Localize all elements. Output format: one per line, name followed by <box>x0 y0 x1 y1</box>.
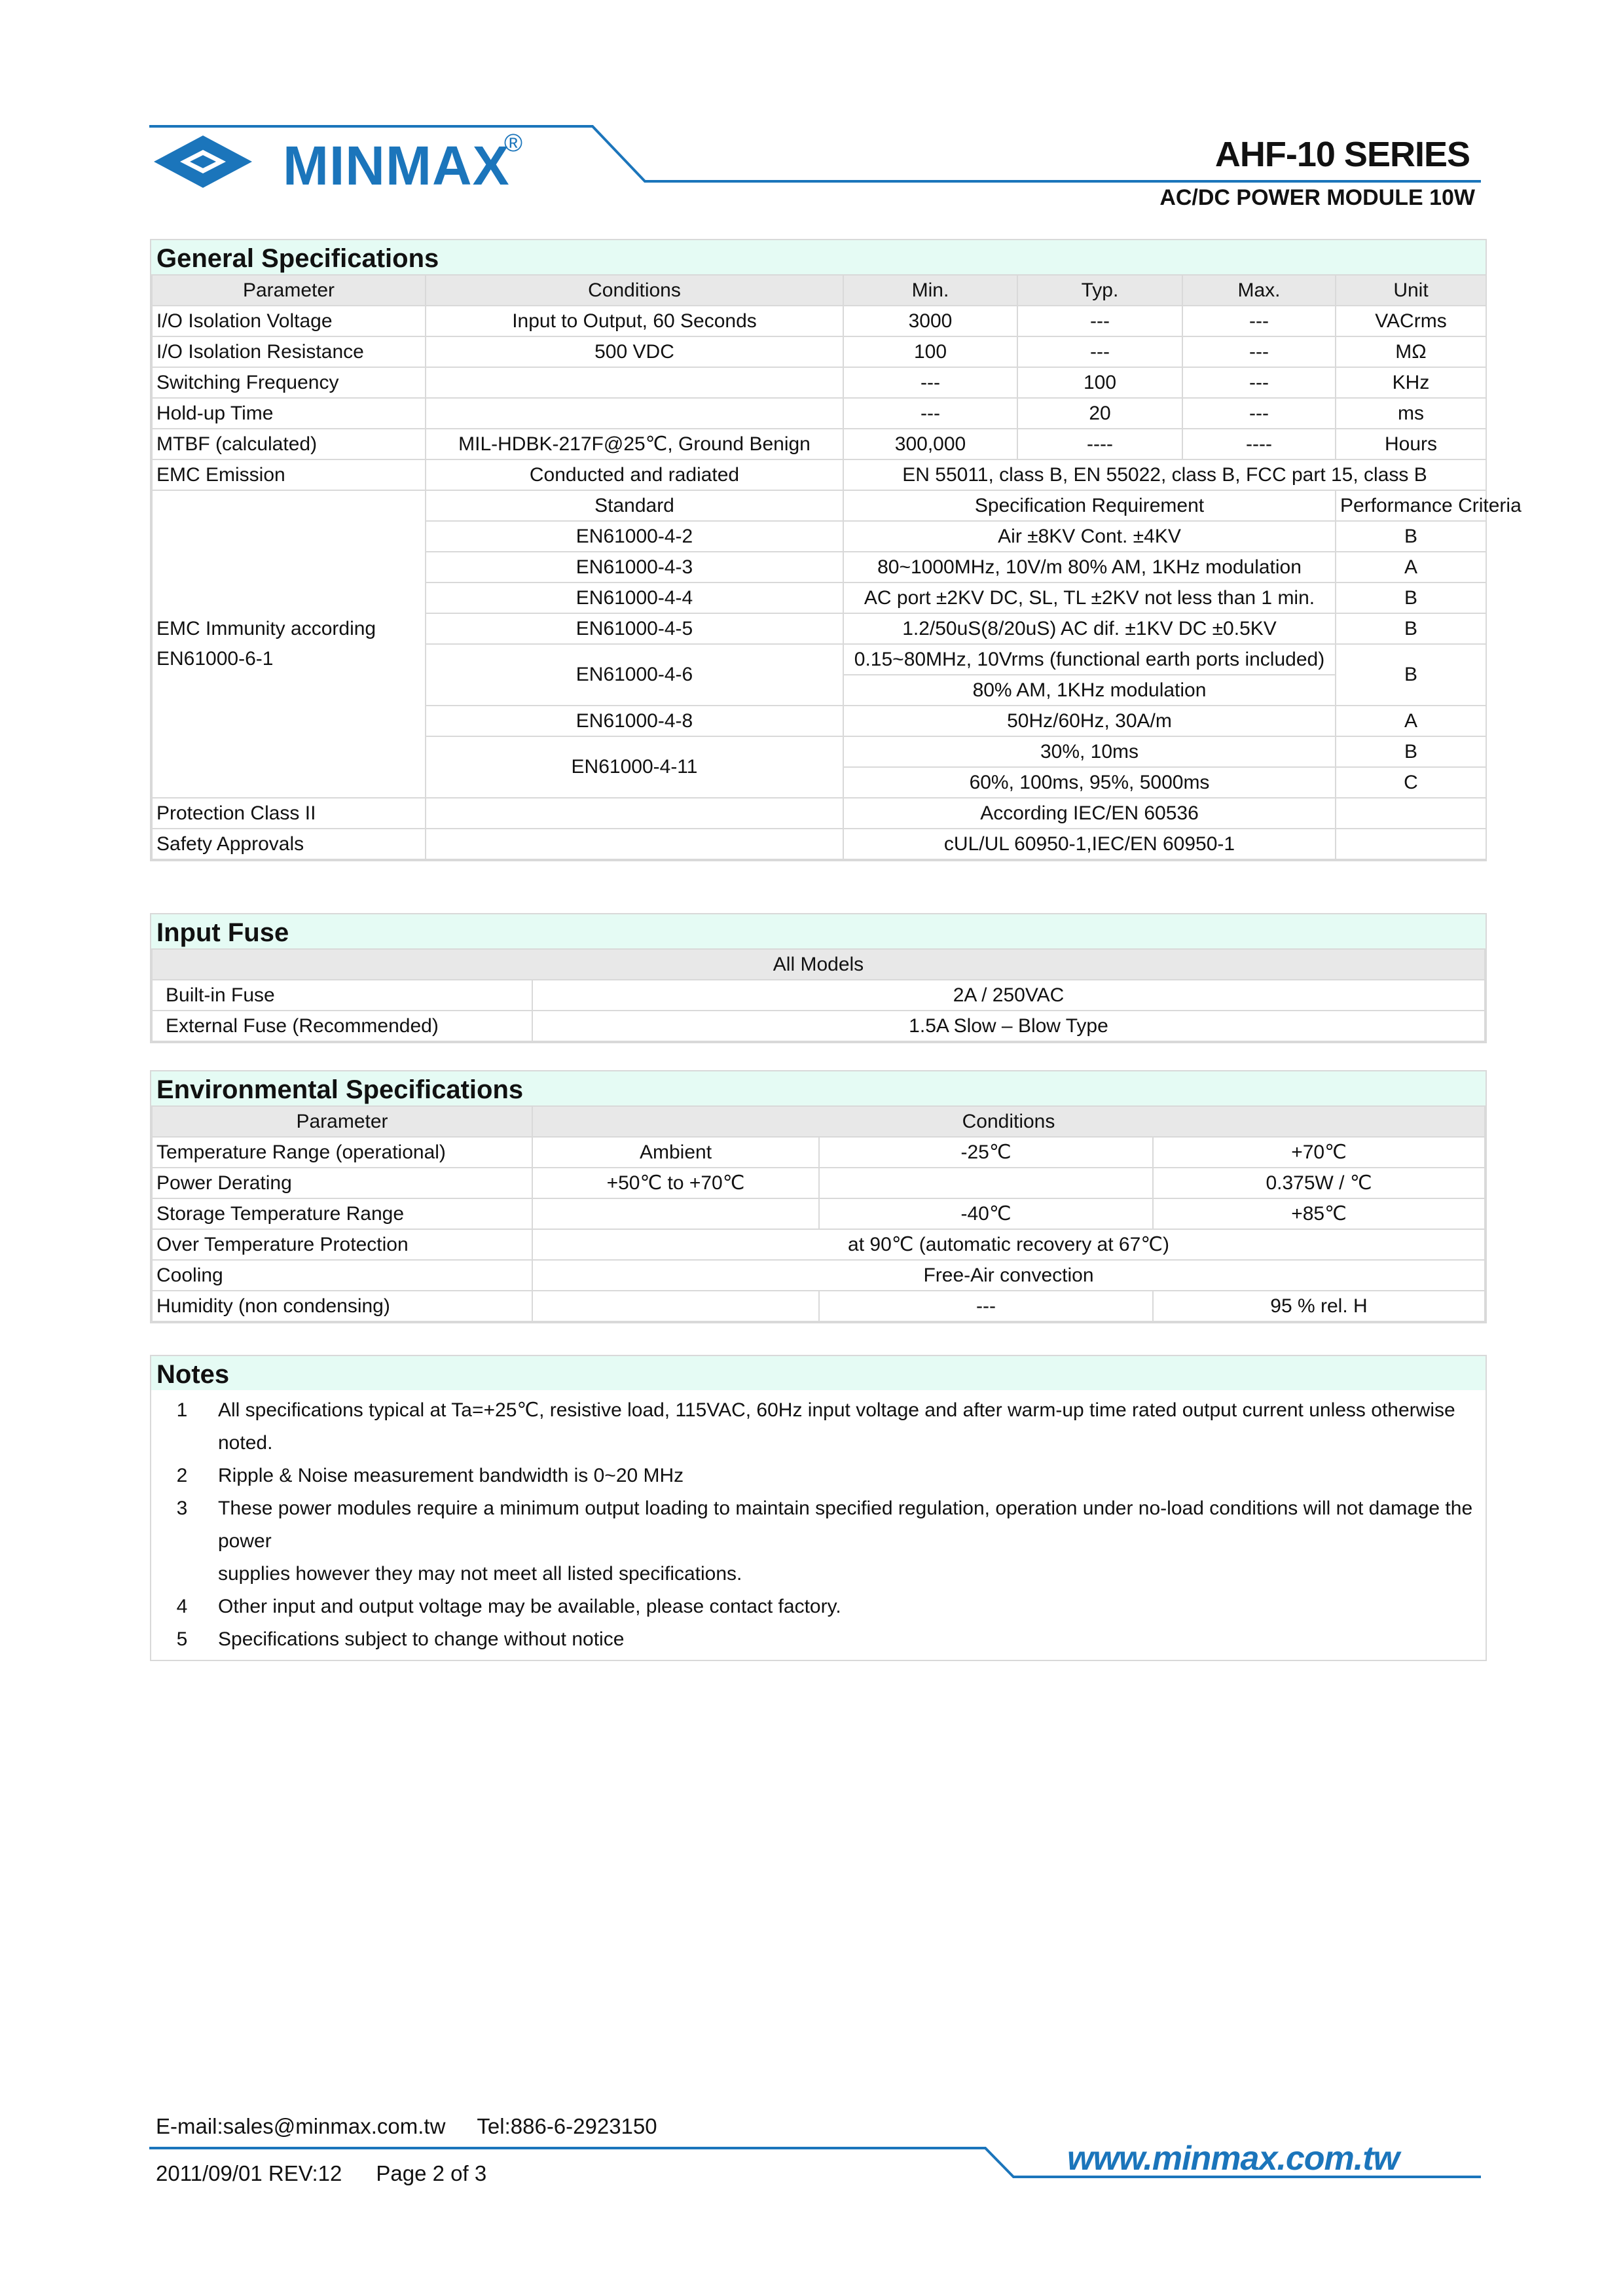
requirement-header: Specification Requirement <box>843 490 1336 521</box>
standard-cell: EN61000-4-4 <box>426 583 843 613</box>
environmental-specifications <box>150 1070 1487 1323</box>
max-cell: 0.375W / ℃ <box>1153 1168 1485 1198</box>
requirement-cell: Air ±8KV Cont. ±4KV <box>843 521 1336 552</box>
max-cell: +85℃ <box>1153 1198 1485 1229</box>
note-number: 3 <box>176 1498 188 1519</box>
note-item <box>151 1492 1486 1558</box>
table-row <box>152 336 1486 367</box>
criteria-cell: C <box>1336 767 1486 798</box>
section-title: Input Fuse <box>151 914 1486 948</box>
note-item <box>151 1394 1486 1460</box>
requirement-cell: 1.2/50uS(8/20uS) AC dif. ±1KV DC ±0.5KV <box>843 613 1336 644</box>
criteria-header: Performance Criteria <box>1336 490 1486 521</box>
param-cell: Cooling <box>152 1260 532 1291</box>
table-row <box>152 306 1486 336</box>
criteria-cell: B <box>1336 644 1486 706</box>
section-title: Notes <box>151 1356 1486 1390</box>
header-cell: Typ. <box>1017 275 1182 306</box>
criteria-cell <box>1336 829 1486 859</box>
condition-cell <box>532 1291 819 1321</box>
note-text: supplies however they may not meet all listed specifications. <box>218 1563 742 1585</box>
max-cell: --- <box>1182 306 1336 336</box>
condition-cell: +50℃ to +70℃ <box>532 1168 819 1198</box>
minmax-logo-icon <box>144 121 275 193</box>
emc-immunity-line1: EMC Immunity according <box>156 618 376 639</box>
note-number: 2 <box>176 1465 188 1486</box>
criteria-cell: B <box>1336 583 1486 613</box>
environmental-table <box>151 1105 1486 1322</box>
table-header-row <box>152 275 1486 306</box>
param-cell: Over Temperature Protection <box>152 1229 532 1260</box>
general-spec-table <box>151 274 1522 860</box>
typ-cell: 20 <box>1017 398 1182 429</box>
note-number: 4 <box>176 1596 188 1617</box>
max-cell: --- <box>1182 398 1336 429</box>
input-fuse <box>150 913 1487 1043</box>
standard-header: Standard <box>426 490 843 521</box>
footer-website-link[interactable]: www.minmax.com.tw <box>1067 2140 1399 2178</box>
footer-contact <box>156 2114 689 2139</box>
min-cell: --- <box>843 367 1017 398</box>
registered-mark: ® <box>504 130 522 157</box>
footer-tel: Tel:886-6-2923150 <box>477 2114 657 2138</box>
param-cell: Switching Frequency <box>152 367 426 398</box>
table-row <box>152 398 1486 429</box>
conditions-cell <box>426 798 843 829</box>
header-cell: Conditions <box>426 275 843 306</box>
conditions-cell: Conducted and radiated <box>426 459 843 490</box>
requirement-cell: AC port ±2KV DC, SL, TL ±2KV not less than 1 min. <box>843 583 1336 613</box>
header-cell: Min. <box>843 275 1017 306</box>
param-cell: Hold-up Time <box>152 398 426 429</box>
typ-cell: 100 <box>1017 367 1182 398</box>
standard-cell: EN61000-4-3 <box>426 552 843 583</box>
max-cell: ---- <box>1182 429 1336 459</box>
standard-cell: EN61000-4-11 <box>426 736 843 798</box>
min-cell <box>819 1168 1153 1198</box>
criteria-cell: B <box>1336 613 1486 644</box>
section-title: Environmental Specifications <box>151 1071 1486 1105</box>
min-cell: 100 <box>843 336 1017 367</box>
max-cell: +70℃ <box>1153 1137 1485 1168</box>
conditions-cell: Input to Output, 60 Seconds <box>426 306 843 336</box>
condition-cell <box>532 1198 819 1229</box>
value-cell: EN 55011, class B, EN 55022, class B, FCC part 15, class B <box>843 459 1486 490</box>
requirement-cell: 80% AM, 1KHz modulation <box>843 675 1336 706</box>
note-text: Specifications subject to change without notice <box>218 1628 625 1650</box>
standard-cell: EN61000-4-5 <box>426 613 843 644</box>
unit-cell: KHz <box>1336 367 1486 398</box>
brand-name: MINMAX <box>283 135 510 196</box>
param-cell: MTBF (calculated) <box>152 429 426 459</box>
footer-revision <box>156 2161 520 2186</box>
requirement-cell: 0.15~80MHz, 10Vrms (functional earth ports included) <box>843 644 1336 675</box>
note-item <box>151 1590 1486 1623</box>
header-cell: All Models <box>152 949 1485 980</box>
conditions-cell <box>426 367 843 398</box>
table-header-row <box>152 1106 1485 1137</box>
param-cell: Temperature Range (operational) <box>152 1137 532 1168</box>
criteria-cell: B <box>1336 736 1486 767</box>
param-cell: Power Derating <box>152 1168 532 1198</box>
note-item <box>151 1460 1486 1492</box>
criteria-cell: B <box>1336 521 1486 552</box>
general-specifications <box>150 239 1522 861</box>
series-title: AHF-10 SERIES <box>1214 135 1470 174</box>
value-cell: Free-Air convection <box>532 1260 1485 1291</box>
table-row <box>152 459 1486 490</box>
value-cell: According IEC/EN 60536 <box>843 798 1336 829</box>
conditions-cell: MIL-HDBK-217F@25℃, Ground Benign <box>426 429 843 459</box>
table-row <box>152 429 1486 459</box>
requirement-cell: 80~1000MHz, 10V/m 80% AM, 1KHz modulation <box>843 552 1336 583</box>
note-text: Ripple & Noise measurement bandwidth is 0~20 MHz <box>218 1465 684 1486</box>
requirement-cell: 60%, 100ms, 95%, 5000ms <box>843 767 1336 798</box>
requirement-cell: 30%, 10ms <box>843 736 1336 767</box>
conditions-cell <box>426 398 843 429</box>
emc-immunity-line2: EN61000-6-1 <box>156 648 274 670</box>
input-fuse-table <box>151 948 1486 1042</box>
max-cell: --- <box>1182 336 1336 367</box>
min-cell: --- <box>843 398 1017 429</box>
criteria-cell: A <box>1336 552 1486 583</box>
note-number: 5 <box>176 1628 188 1650</box>
table-row <box>152 980 1485 1011</box>
header-cell: Max. <box>1182 275 1336 306</box>
header-cell: Conditions <box>532 1106 1485 1137</box>
notes-list <box>151 1390 1486 1660</box>
table-row <box>152 1260 1485 1291</box>
value-cell: cUL/UL 60950-1,IEC/EN 60950-1 <box>843 829 1336 859</box>
param-cell: Protection Class II <box>152 798 426 829</box>
table-row <box>152 1168 1485 1198</box>
typ-cell: --- <box>1017 306 1182 336</box>
table-row <box>152 1198 1485 1229</box>
header-cell: Unit <box>1336 275 1486 306</box>
note-item <box>151 1623 1486 1656</box>
table-row <box>152 798 1486 829</box>
footer-email[interactable]: E-mail:sales@minmax.com.tw <box>156 2114 446 2138</box>
note-text: These power modules require a minimum output loading to maintain specified regulation, operation under no-load conditions will not damage the power <box>218 1498 1473 1552</box>
table-row <box>152 1137 1485 1168</box>
header-cell: Parameter <box>152 1106 532 1137</box>
table-row <box>152 1229 1485 1260</box>
min-cell: --- <box>819 1291 1153 1321</box>
param-cell: Humidity (non condensing) <box>152 1291 532 1321</box>
unit-cell: Hours <box>1336 429 1486 459</box>
param-cell: I/O Isolation Voltage <box>152 306 426 336</box>
min-cell: 300,000 <box>843 429 1017 459</box>
min-cell: 3000 <box>843 306 1017 336</box>
note-text: Other input and output voltage may be available, please contact factory. <box>218 1596 841 1617</box>
table-row <box>152 1011 1485 1041</box>
param-cell: Storage Temperature Range <box>152 1198 532 1229</box>
footer-date-rev: 2011/09/01 REV:12 <box>156 2161 342 2185</box>
section-title: General Specifications <box>151 240 1486 274</box>
conditions-cell: 500 VDC <box>426 336 843 367</box>
standard-cell: EN61000-4-6 <box>426 644 843 706</box>
unit-cell: ms <box>1336 398 1486 429</box>
unit-cell: VACrms <box>1336 306 1486 336</box>
min-cell: -40℃ <box>819 1198 1153 1229</box>
value-cell: at 90℃ (automatic recovery at 67℃) <box>532 1229 1485 1260</box>
header-cell: Parameter <box>152 275 426 306</box>
param-cell: Safety Approvals <box>152 829 426 859</box>
param-cell: External Fuse (Recommended) <box>152 1011 532 1041</box>
typ-cell: --- <box>1017 336 1182 367</box>
typ-cell: ---- <box>1017 429 1182 459</box>
conditions-cell <box>426 829 843 859</box>
series-subtitle: AC/DC POWER MODULE 10W <box>1159 185 1475 210</box>
table-header-row <box>152 949 1485 980</box>
table-row <box>152 829 1486 859</box>
param-cell: Built-in Fuse <box>152 980 532 1011</box>
requirement-cell: 50Hz/60Hz, 30A/m <box>843 706 1336 736</box>
criteria-cell <box>1336 798 1486 829</box>
table-row <box>152 1291 1485 1321</box>
value-cell: 2A / 250VAC <box>532 980 1485 1011</box>
param-cell: I/O Isolation Resistance <box>152 336 426 367</box>
table-row <box>152 490 1486 521</box>
value-cell: 1.5A Slow – Blow Type <box>532 1011 1485 1041</box>
param-cell: EMC Emission <box>152 459 426 490</box>
note-number <box>151 1558 211 1590</box>
max-cell: 95 % rel. H <box>1153 1291 1485 1321</box>
max-cell: --- <box>1182 367 1336 398</box>
footer-page-number: Page 2 of 3 <box>376 2161 487 2185</box>
standard-cell: EN61000-4-8 <box>426 706 843 736</box>
standard-cell: EN61000-4-2 <box>426 521 843 552</box>
notes-section <box>150 1355 1487 1661</box>
condition-cell: Ambient <box>532 1137 819 1168</box>
note-number: 1 <box>176 1399 188 1421</box>
table-row <box>152 367 1486 398</box>
criteria-cell: A <box>1336 706 1486 736</box>
note-item <box>151 1558 1486 1590</box>
unit-cell: MΩ <box>1336 336 1486 367</box>
emc-immunity-param <box>152 490 426 798</box>
min-cell: -25℃ <box>819 1137 1153 1168</box>
note-text: All specifications typical at Ta=+25℃, resistive load, 115VAC, 60Hz input voltage and after warm-up time rated output current unless otherwise noted. <box>218 1399 1455 1454</box>
